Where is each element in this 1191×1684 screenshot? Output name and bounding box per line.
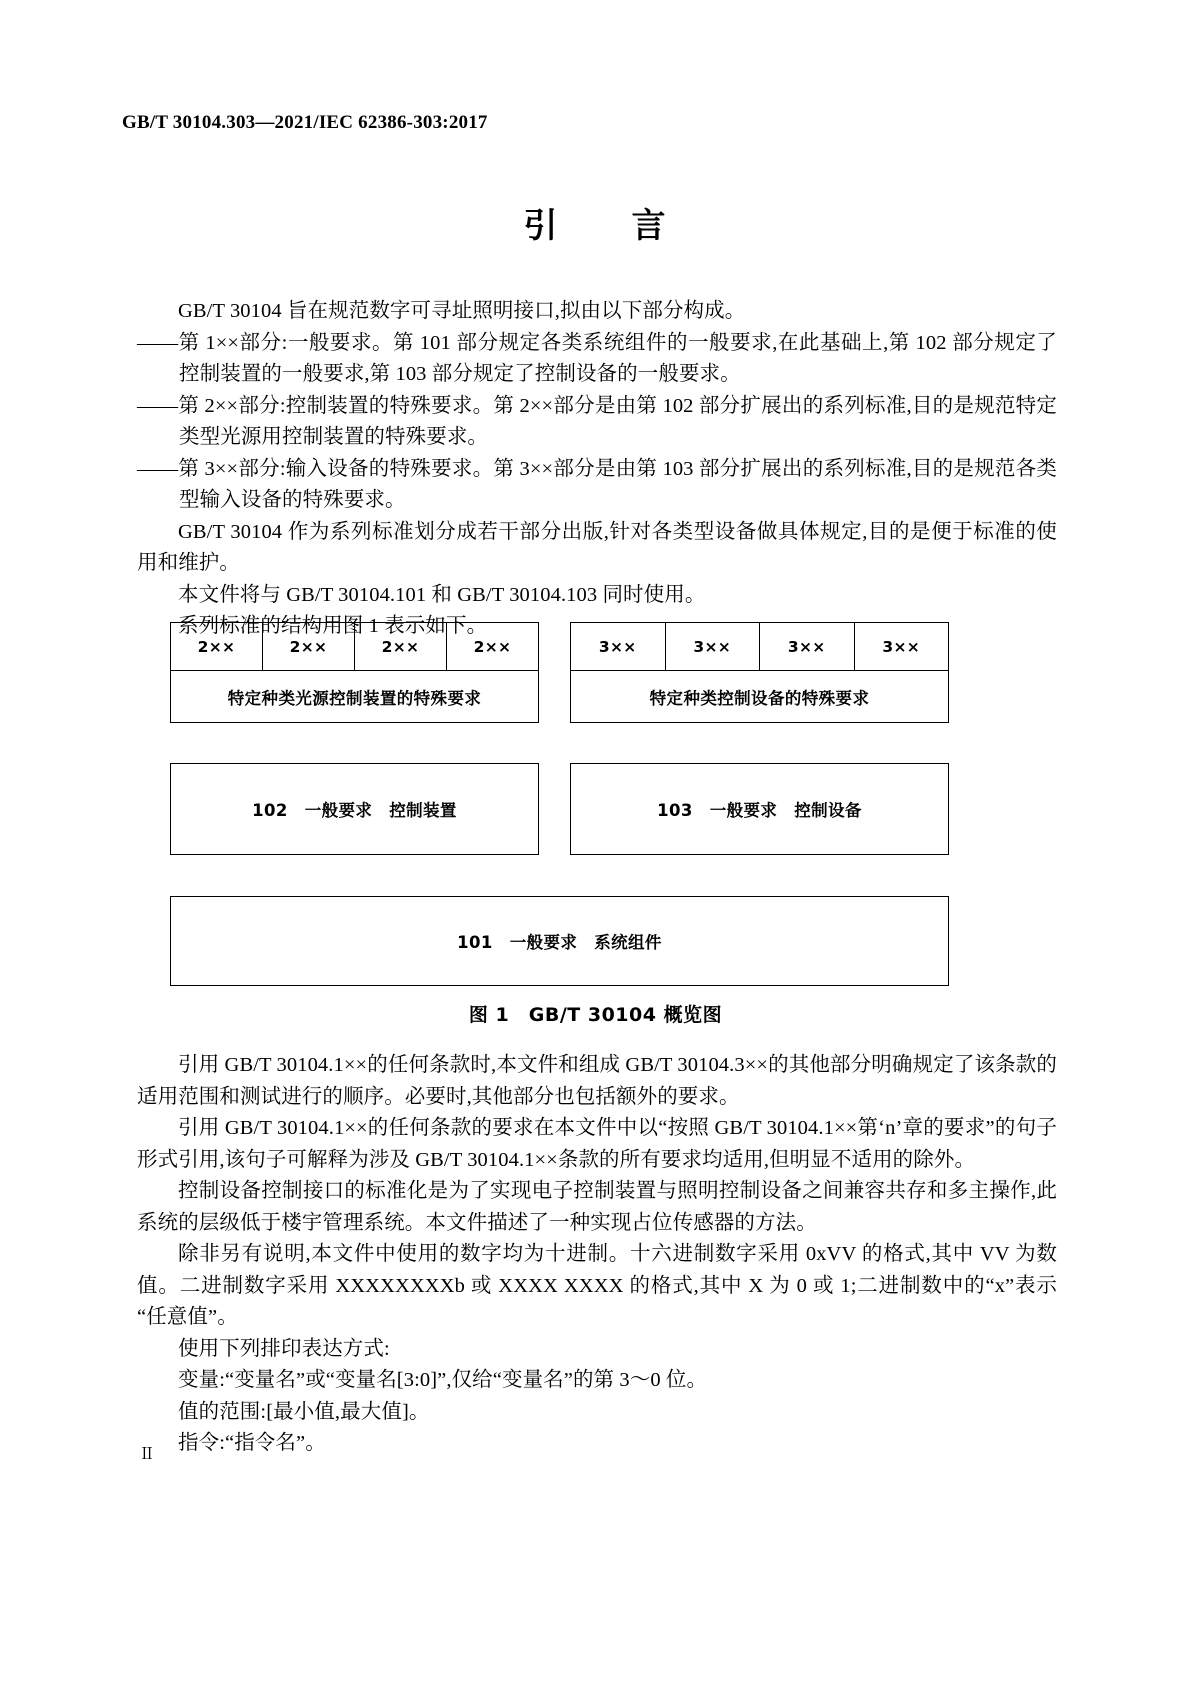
intro-list-item-2: ——第 2××部分:控制装置的特殊要求。第 2××部分是由第 102 部分扩展出的系列标准,目的是规范特定类型光源用控制装置的特殊要求。 [137, 394, 1057, 448]
body-paragraph-7: 值的范围:[最小值,最大值]。 [178, 1400, 430, 1423]
left-cell-row [170, 622, 539, 670]
page-title: 引 言 [523, 206, 668, 246]
body-paragraph-8: 指令:“指令名”。 [178, 1432, 326, 1454]
intro-paragraph-1: GB/T 30104 旨在规范数字可寻址照明接口,拟由以下部分构成。 [178, 300, 746, 322]
right-band-label: 特定种类控制设备的特殊要求 [570, 670, 949, 723]
body-paragraph-4: 除非另有说明,本文件中使用的数字均为十进制。十六进制数字采用 0xVV 的格式,其中 VV 为数值。二进制数字采用 XXXXXXXXb 或 XXXX XXXX 的格式,其中 X 为 0 或 1;二进制数中的“x”表示“任意值”。 [137, 1243, 1057, 1328]
intro-paragraph-4: 系列标准的结构用图 1 表示如下。 [178, 615, 488, 637]
body-paragraph-3: 控制设备控制接口的标准化是为了实现电子控制装置与照明控制设备之间兼容共存和多主操作,此系统的层级低于楼宇管理系统。本文件描述了一种实现占位传感器的方法。 [137, 1180, 1057, 1234]
introduction-text-block [137, 296, 1057, 643]
figure-right-column [570, 622, 949, 855]
running-header [122, 112, 488, 134]
cell-3xx-4: 3×× [882, 637, 921, 656]
intro-list-item-3: ——第 3××部分:输入设备的特殊要求。第 3××部分是由第 103 部分扩展出的系列标准,目的是规范各类型输入设备的特殊要求。 [137, 457, 1057, 511]
right-cell-row [570, 622, 949, 670]
spacer-right [570, 723, 949, 763]
box-102: 102 一般要求 控制装置 [170, 763, 539, 855]
box-103: 103 一般要求 控制设备 [570, 763, 949, 855]
figure-caption: 图 1 GB/T 30104 概览图 [468, 1004, 723, 1026]
spacer-left [170, 723, 539, 763]
cell-2xx-1: 2×× [171, 623, 263, 670]
body-paragraph-2: 引用 GB/T 30104.1××的任何条款的要求在本文件中以“按照 GB/T 30104.1××第‘n’章的要求”的句子形式引用,该句子可解释为涉及 GB/T 30104.1××条款的所有要求均适用,但明显不适用的除外。 [137, 1117, 1057, 1171]
figure-top-row [170, 622, 949, 855]
figure-left-column [170, 622, 539, 855]
cell-3xx-1: 3×× [571, 623, 666, 670]
cell-3xx-2: 3×× [666, 623, 761, 670]
page-number: Ⅱ [139, 1446, 156, 1463]
box-101: 101 一般要求 系统组件 [170, 896, 949, 986]
body-paragraph-6: 变量:“变量名”或“变量名[3:0]”,仅给“变量名”的第 3～0 位。 [178, 1369, 708, 1391]
intro-list-item-1: ——第 1××部分:一般要求。第 101 部分规定各类系统组件的一般要求,在此基础上,第 102 部分规定了控制装置的一般要求,第 103 部分规定了控制设备的一般要求。 [137, 331, 1057, 385]
body-paragraph-1: 引用 GB/T 30104.1××的任何条款时,本文件和组成 GB/T 30104.3××的其他部分明确规定了该条款的适用范围和测试进行的顺序。必要时,其他部分也包括额外的要求。 [137, 1054, 1057, 1108]
left-band-label: 特定种类光源控制装置的特殊要求 [170, 670, 539, 723]
body-text-block [137, 1050, 1057, 1460]
cell-3xx-3: 3×× [760, 623, 855, 670]
body-paragraph-5: 使用下列排印表达方式: [178, 1337, 390, 1360]
intro-paragraph-3: 本文件将与 GB/T 30104.101 和 GB/T 30104.103 同时使用。 [178, 583, 706, 606]
standard-code: GB/T 30104.303—2021/IEC 62386-303:2017 [122, 112, 488, 133]
intro-paragraph-2: GB/T 30104 作为系列标准划分成若干部分出版,针对各类型设备做具体规定,目的是便于标准的使用和维护。 [137, 520, 1057, 574]
figure-1-diagram [170, 622, 949, 986]
cell-2xx-4: 2×× [473, 637, 512, 656]
cell-2xx-3: 2×× [355, 623, 447, 670]
cell-2xx-2: 2×× [263, 623, 355, 670]
